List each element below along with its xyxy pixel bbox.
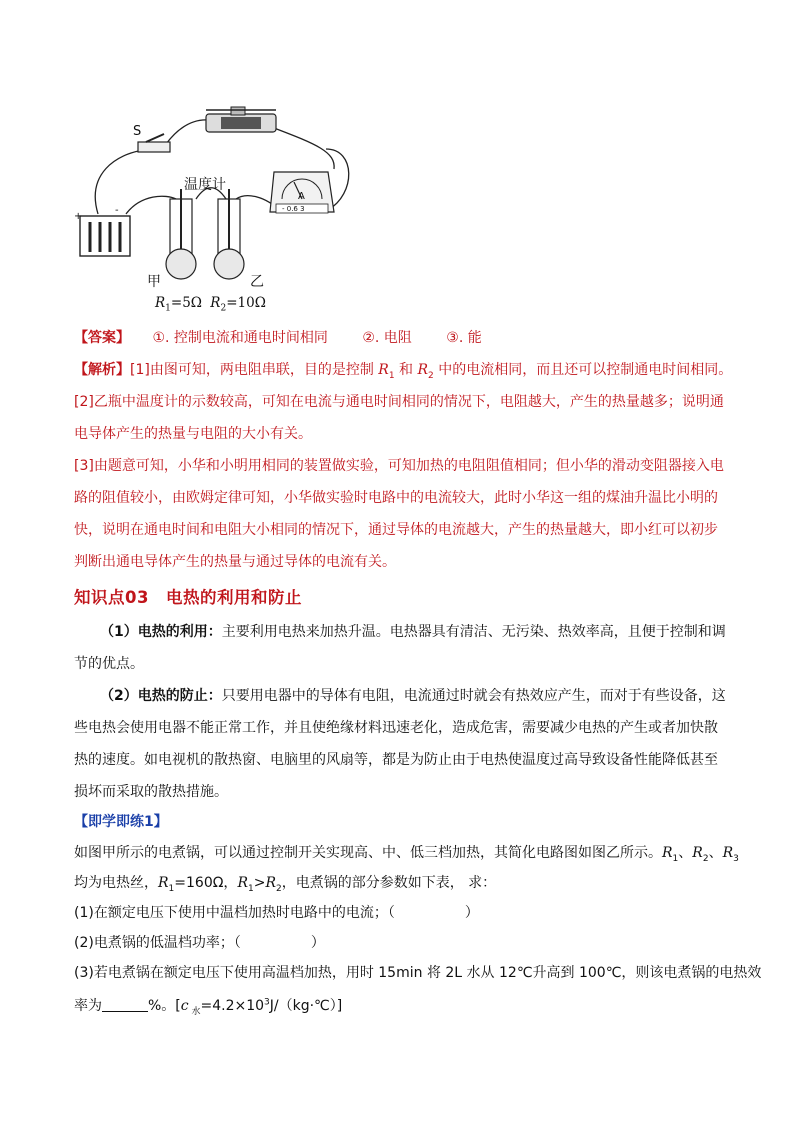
analysis-paragraph-2-line-1: [2]乙瓶中温度计的示数较高，可知在电流与通电时间相同的情况下，电阻越大，产生的热量越多；说明通 [74,394,724,410]
wire [166,120,209,144]
ammeter-scale: - 0.6 3 [282,205,305,213]
analysis-paragraph-3-line-4: 判断出通电导体产生的热量与通过导体的电流有关。 [74,554,396,570]
flask-left [166,189,196,279]
answer-label: 【答案】 [74,330,130,346]
analysis-paragraph-3-line-2: 路的阻值较小，由欧姆定律可知，小华做实验时电路中的电流较大，此时小华这一组的煤油升温比小明的 [74,490,718,506]
flask-left-label: 甲 [147,274,161,290]
question-3-line-1: (3)若电煮锅在额定电压下使用高温档加热，用时 15min 将 2L 水从 12℃升高到 100℃，则该电煮锅的电热效 [74,965,762,981]
ammeter-label: A [298,191,305,202]
answer-item-2: ②. 电阻 [362,330,412,346]
prevent-paragraph-line-4: 损坏而采取的散热措施。 [74,784,228,800]
practice-intro-line-1: 如图甲所示的电煮锅，可以通过控制开关实现高、中、低三档加热，其简化电路图如图乙所示。$R_1$、$R_2$、$R_3$ [74,845,739,864]
prevent-paragraph-line-3: 热的速度。如电视机的散热窗、电脑里的风扇等，都是为防止由于电热使温度过高导致设备性能降低甚至 [74,752,718,768]
section-title: 知识点03 电热的利用和防止 [74,588,302,607]
switch [138,134,170,152]
use-paragraph-line-1: （1）电热的利用：主要利用电热来加热升温。电热器具有清洁、无污染、热效率高，且便于控制和调 [100,624,726,640]
thermometer-label: 温度计 [184,177,226,193]
analysis-paragraph-2-line-2: 电导体产生的热量与电阻的大小有关。 [74,426,312,442]
use-paragraph-line-2: 节的优点。 [74,656,144,672]
wire [126,196,176,214]
battery [80,216,130,256]
practice-label: 【即学即练1】 [74,814,168,830]
analysis-paragraph-3-line-3: 快，说明在通电时间和电阻大小相同的情况下，通过导体的电流越大，产生的热量越大，即小红可以初步 [74,522,718,538]
battery-plus: + [74,211,83,222]
analysis-paragraph-1: 【解析】[1]由图可知，两电阻串联，目的是控制 $R_1$ 和 $R_2$ 中的电流相同，而且还可以控制通电时间相同。 [74,362,733,381]
wire [274,128,334,169]
battery-minus: - [115,205,119,216]
resistor-caption: $R_1=5\Omega$ $R_2=10\Omega$ [155,295,266,314]
practice-intro-line-2: 均为电热丝，$R_1=160\Omega$，$R_1>R_2$，电煮锅的部分参数如下表， 求： [74,875,497,894]
rheostat [206,107,276,132]
answer-line [74,328,482,348]
circuit-diagram [66,104,366,320]
prevent-paragraph-line-2: 些电热会使用电器不能正常工作，并且使绝缘材料迅速老化，造成危害，需要减少电热的产生或者加快散 [74,720,718,736]
switch-label: S [133,124,142,139]
question-1: (1)在额定电压下使用中温档加热时电路中的电流；（ ） [74,905,479,921]
flask-right-label: 乙 [250,274,264,290]
question-2: (2)电煮锅的低温档功率；（ ） [74,935,325,951]
answer-item-3: ③. 能 [446,330,482,346]
flask-right [214,189,244,279]
analysis-paragraph-3-line-1: [3]由题意可知，小华和小明用相同的装置做实验，可知加热的电阻阻值相同；但小华的滑动变阻器接入电 [74,458,724,474]
answer-blank[interactable] [102,997,148,1012]
prevent-paragraph-line-1: （2）电热的防止：只要用电器中的导体有电阻，电流通过时就会有热效应产生，而对于有些设备，这 [100,688,726,704]
question-3-line-2: 率为 %。[c $_水=4.2\times 10^3J/(kg\cdot℃)$] [74,997,343,1017]
answer-item-1: ①. 控制电流和通电时间相同 [152,330,328,346]
analysis-label: 【解析】 [74,362,130,378]
